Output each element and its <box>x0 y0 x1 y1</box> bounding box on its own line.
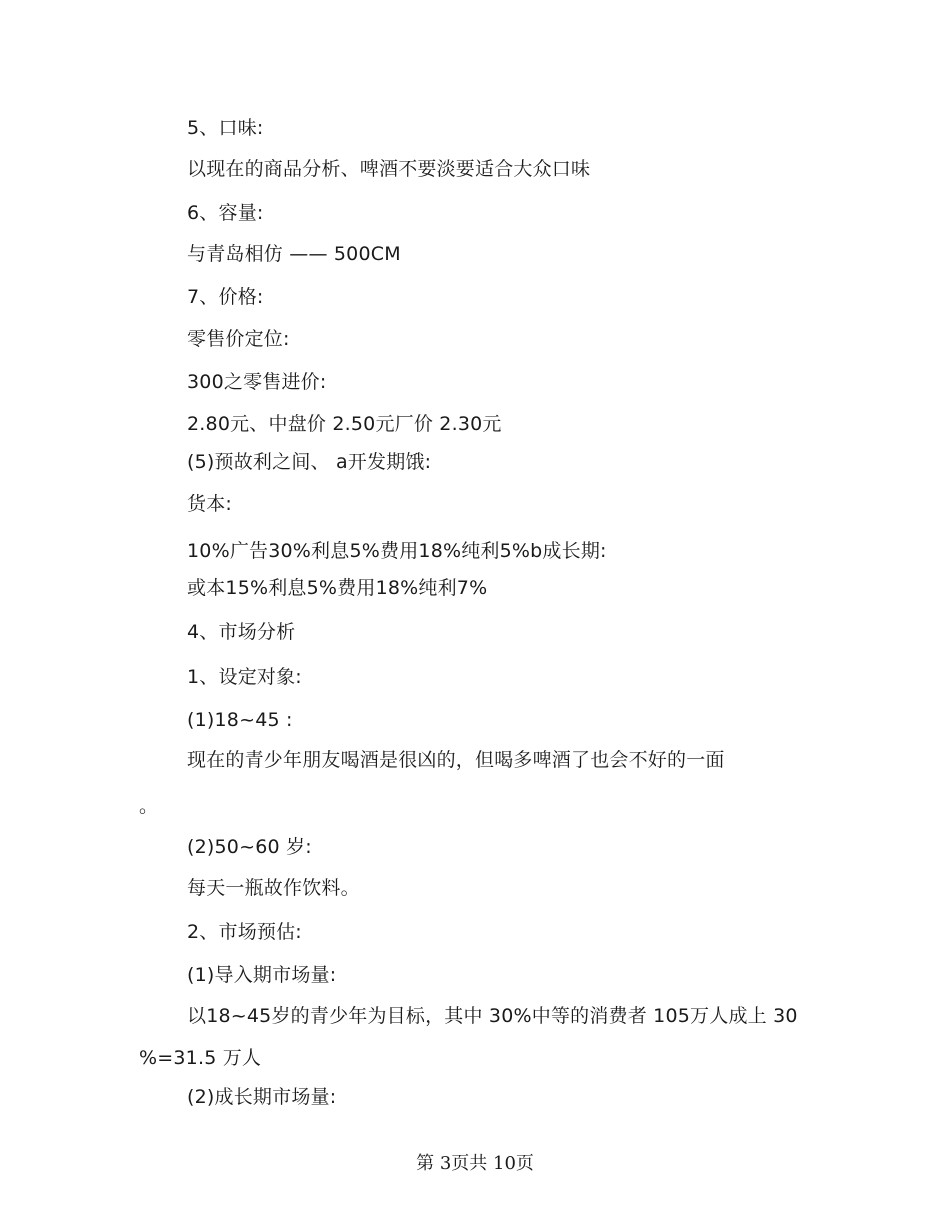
paragraph-line: (2)成长期市场量: <box>187 1086 337 1108</box>
section-heading-market-analysis: 4、市场分析 <box>187 621 296 643</box>
paragraph-line: 货本: <box>187 493 233 515</box>
paragraph-line: 以18~45岁的青少年为目标，其中 30%中等的消费者 105万人成上 30 <box>187 1005 798 1027</box>
section-heading-market-estimate: 2、市场预估: <box>187 921 302 943</box>
paragraph-line: (2)50~60 岁: <box>187 836 312 858</box>
paragraph-line: (1)导入期市场量: <box>187 964 337 986</box>
paragraph-line: 300之零售进价: <box>187 371 327 393</box>
paragraph-line: (5)预故利之间、 a开发期饿: <box>187 451 432 473</box>
paragraph-line: 与青岛相仿 —— 500CM <box>187 243 401 265</box>
paragraph-line: 2.80元、中盘价 2.50元厂价 2.30元 <box>187 413 502 435</box>
paragraph-line: 现在的青少年朋友喝酒是很凶的，但喝多啤酒了也会不好的一面 <box>187 749 725 771</box>
section-heading-target: 1、设定对象: <box>187 666 302 688</box>
paragraph-line: 以现在的商品分析、啤酒不要淡要适合大众口味 <box>187 158 591 180</box>
paragraph-line: 每天一瓶故作饮料。 <box>187 877 360 899</box>
paragraph-line: 零售价定位: <box>187 328 290 350</box>
paragraph-line: (1)18~45 : <box>187 709 293 731</box>
paragraph-line: 。 <box>139 795 159 817</box>
section-heading-price: 7、价格: <box>187 286 264 308</box>
section-heading-capacity: 6、容量: <box>187 202 264 224</box>
paragraph-line: 10%广告30%利息5%费用18%纯利5%b成长期: <box>187 540 607 562</box>
paragraph-line: %=31.5 万人 <box>139 1047 262 1069</box>
section-heading-taste: 5、口味: <box>187 117 264 139</box>
page-number-footer: 第 3页共 10页 <box>416 1153 534 1174</box>
paragraph-line: 或本15%利息5%费用18%纯利7% <box>187 577 488 599</box>
